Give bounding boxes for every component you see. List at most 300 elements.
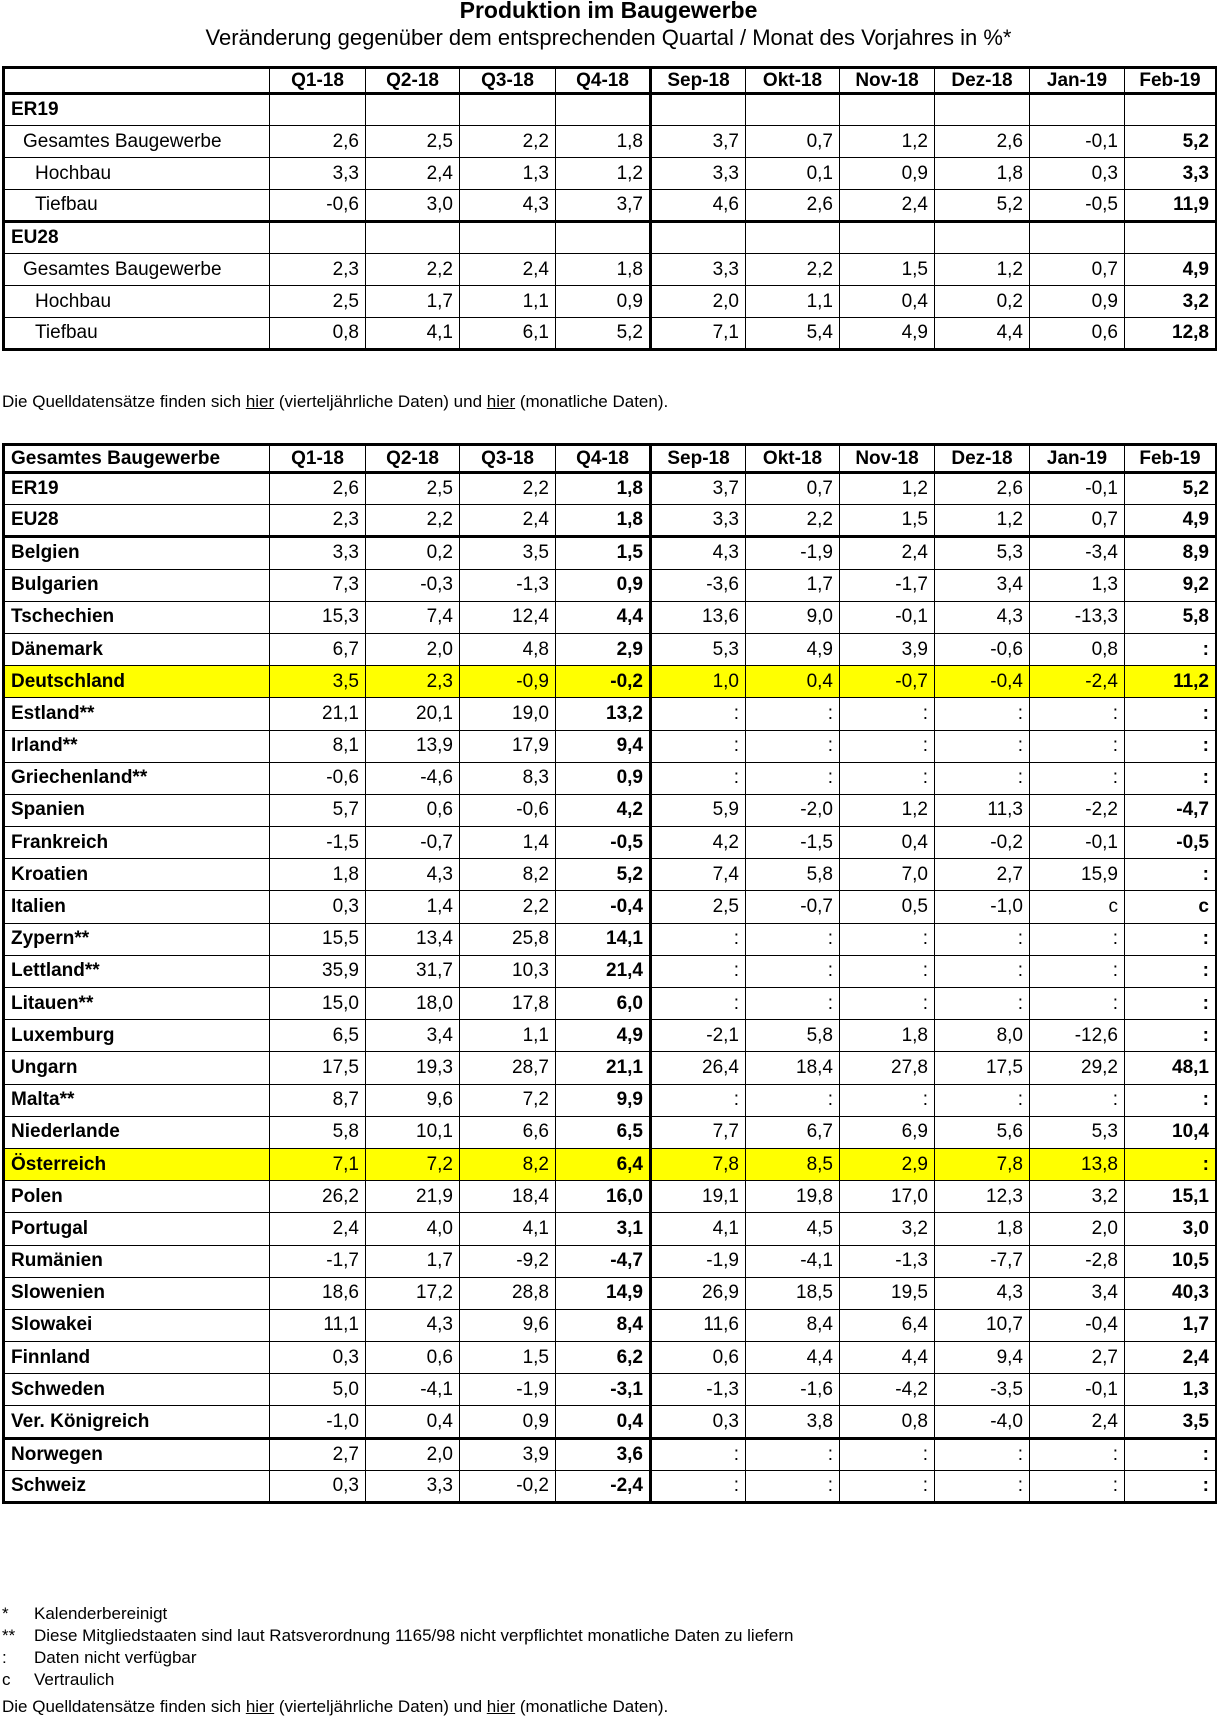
value-cell: :	[746, 698, 840, 730]
monthly-data-link[interactable]: hier	[486, 1697, 516, 1716]
footnote-text: Vertraulich	[34, 1670, 115, 1689]
value-cell: 2,4	[840, 190, 935, 222]
value-cell: 2,6	[270, 473, 366, 505]
value-cell: 10,5	[1125, 1245, 1217, 1277]
value-cell: -1,5	[270, 827, 366, 859]
country-label: Niederlande	[4, 1116, 270, 1148]
column-header: Feb-19	[1125, 68, 1217, 94]
value-cell: 0,8	[1030, 633, 1125, 665]
value-cell: 10,3	[460, 955, 556, 987]
table-row	[4, 794, 1217, 826]
value-cell: -0,5	[556, 827, 651, 859]
value-cell: 18,5	[746, 1277, 840, 1309]
source-note-top	[2, 392, 668, 412]
value-cell: 1,8	[556, 254, 651, 286]
value-cell: 0,9	[1030, 286, 1125, 318]
value-cell: 0,9	[556, 762, 651, 794]
country-label: Estland**	[4, 698, 270, 730]
value-cell: 4,3	[366, 859, 460, 891]
value-cell: 4,1	[460, 1213, 556, 1245]
empty-cell	[1030, 222, 1125, 254]
value-cell: -0,4	[1030, 1309, 1125, 1341]
empty-cell	[556, 222, 651, 254]
value-cell: 25,8	[460, 923, 556, 955]
value-cell: 48,1	[1125, 1052, 1217, 1084]
table-row	[4, 1084, 1217, 1116]
value-cell: :	[1030, 730, 1125, 762]
value-cell: -0,7	[746, 891, 840, 923]
value-cell: :	[651, 1438, 746, 1470]
value-cell: 4,9	[1125, 254, 1217, 286]
empty-cell	[556, 94, 651, 126]
value-cell: 5,3	[651, 633, 746, 665]
value-cell: 4,9	[746, 633, 840, 665]
value-cell: 3,3	[1125, 158, 1217, 190]
value-cell: :	[651, 730, 746, 762]
table-row	[4, 473, 1217, 505]
row-label: Gesamtes Baugewerbe	[4, 254, 270, 286]
empty-cell	[366, 222, 460, 254]
value-cell: 16,0	[556, 1181, 651, 1213]
value-cell: :	[1030, 1084, 1125, 1116]
column-header: Jan-19	[1030, 445, 1125, 473]
value-cell: 17,8	[460, 988, 556, 1020]
column-header: Sep-18	[651, 445, 746, 473]
value-cell: 35,9	[270, 955, 366, 987]
value-cell: 17,5	[935, 1052, 1030, 1084]
value-cell: 2,0	[651, 286, 746, 318]
table-row	[4, 633, 1217, 665]
quarterly-data-link[interactable]: hier	[245, 1697, 275, 1716]
value-cell: -9,2	[460, 1245, 556, 1277]
value-cell: :	[840, 1438, 935, 1470]
value-cell: 1,7	[366, 286, 460, 318]
value-cell: 3,0	[1125, 1213, 1217, 1245]
value-cell: 3,3	[651, 254, 746, 286]
table-row	[4, 891, 1217, 923]
value-cell: 4,1	[366, 318, 460, 350]
column-header: Dez-18	[935, 68, 1030, 94]
value-cell: 19,5	[840, 1277, 935, 1309]
value-cell: 1,5	[460, 1342, 556, 1374]
empty-cell	[746, 94, 840, 126]
value-cell: 4,1	[651, 1213, 746, 1245]
page-title: Produktion im Baugewerbe	[459, 0, 758, 23]
value-cell: 1,1	[746, 286, 840, 318]
value-cell: 0,9	[840, 158, 935, 190]
empty-cell	[366, 94, 460, 126]
empty-cell	[840, 222, 935, 254]
value-cell: 1,8	[556, 126, 651, 158]
value-cell: 0,4	[840, 286, 935, 318]
value-cell: 13,4	[366, 923, 460, 955]
table-row	[4, 827, 1217, 859]
footnote	[2, 1625, 793, 1647]
value-cell: 0,9	[556, 569, 651, 601]
empty-cell	[460, 94, 556, 126]
country-label: Deutschland	[4, 666, 270, 698]
country-label: Schweiz	[4, 1470, 270, 1502]
value-cell: 15,0	[270, 988, 366, 1020]
value-cell: 28,7	[460, 1052, 556, 1084]
value-cell: 4,9	[840, 318, 935, 350]
value-cell: 15,5	[270, 923, 366, 955]
value-cell: -0,3	[366, 569, 460, 601]
country-label: Belgien	[4, 537, 270, 569]
value-cell: 1,2	[556, 158, 651, 190]
value-cell: -0,6	[270, 762, 366, 794]
value-cell: 4,4	[840, 1342, 935, 1374]
value-cell: 8,2	[460, 1148, 556, 1180]
value-cell: 4,0	[366, 1213, 460, 1245]
footnote	[2, 1647, 197, 1669]
monthly-data-link[interactable]: hier	[486, 392, 516, 411]
value-cell: 0,2	[935, 286, 1030, 318]
value-cell: 6,5	[556, 1116, 651, 1148]
table-row	[4, 762, 1217, 794]
value-cell: 2,4	[1125, 1342, 1217, 1374]
value-cell: -0,6	[935, 633, 1030, 665]
value-cell: -0,6	[270, 190, 366, 222]
group-label: EU28	[4, 222, 270, 254]
value-cell: -2,8	[1030, 1245, 1125, 1277]
value-cell: 2,2	[366, 254, 460, 286]
value-cell: 2,2	[460, 126, 556, 158]
table-row	[4, 190, 1217, 222]
value-cell: :	[840, 730, 935, 762]
country-label: Italien	[4, 891, 270, 923]
group-label: ER19	[4, 94, 270, 126]
table-header-row	[4, 68, 1217, 94]
value-cell: 19,8	[746, 1181, 840, 1213]
value-cell: 0,3	[1030, 158, 1125, 190]
value-cell: -0,5	[1030, 190, 1125, 222]
value-cell: 15,9	[1030, 859, 1125, 891]
row-label: Gesamtes Baugewerbe	[4, 126, 270, 158]
value-cell: 7,2	[366, 1148, 460, 1180]
table-row	[4, 158, 1217, 190]
value-cell: 8,3	[460, 762, 556, 794]
value-cell: :	[746, 955, 840, 987]
source-note-suffix: (monatliche Daten).	[515, 1697, 669, 1716]
value-cell: 1,2	[840, 126, 935, 158]
country-label: Malta**	[4, 1084, 270, 1116]
value-cell: 3,5	[460, 537, 556, 569]
value-cell: -1,3	[460, 569, 556, 601]
source-note-middle: (vierteljährliche Daten) und	[274, 392, 487, 411]
empty-cell	[460, 222, 556, 254]
country-label: Schweden	[4, 1374, 270, 1406]
value-cell: 5,2	[1125, 126, 1217, 158]
value-cell: :	[1125, 698, 1217, 730]
value-cell: :	[651, 1084, 746, 1116]
value-cell: 1,2	[840, 473, 935, 505]
value-cell: c	[1030, 891, 1125, 923]
value-cell: 2,7	[270, 1438, 366, 1470]
value-cell: 9,0	[746, 601, 840, 633]
value-cell: 3,4	[935, 569, 1030, 601]
eu-aggregate-table	[2, 66, 1217, 351]
value-cell: 5,8	[1125, 601, 1217, 633]
value-cell: 2,9	[556, 633, 651, 665]
value-cell: 29,2	[1030, 1052, 1125, 1084]
empty-cell	[651, 94, 746, 126]
table-row	[4, 698, 1217, 730]
country-label: ER19	[4, 473, 270, 505]
table-row	[4, 923, 1217, 955]
table-row	[4, 254, 1217, 286]
value-cell: 5,3	[1030, 1116, 1125, 1148]
column-header: Dez-18	[935, 445, 1030, 473]
value-cell: 6,7	[746, 1116, 840, 1148]
footnote-symbol: **	[2, 1626, 16, 1645]
value-cell: 0,6	[366, 794, 460, 826]
value-cell: 3,1	[556, 1213, 651, 1245]
value-cell: -0,1	[1030, 473, 1125, 505]
value-cell: 11,1	[270, 1309, 366, 1341]
value-cell: -4,1	[746, 1245, 840, 1277]
footnote-symbol: *	[2, 1604, 9, 1623]
value-cell: 0,3	[651, 1406, 746, 1438]
value-cell: -1,7	[270, 1245, 366, 1277]
value-cell: 5,2	[935, 190, 1030, 222]
value-cell: 8,7	[270, 1084, 366, 1116]
value-cell: 9,2	[1125, 569, 1217, 601]
value-cell: 2,5	[651, 891, 746, 923]
value-cell: 1,8	[935, 1213, 1030, 1245]
empty-cell	[1125, 94, 1217, 126]
country-label: Rumänien	[4, 1245, 270, 1277]
value-cell: 11,6	[651, 1309, 746, 1341]
value-cell: 4,5	[746, 1213, 840, 1245]
table-row	[4, 666, 1217, 698]
value-cell: 9,4	[556, 730, 651, 762]
value-cell: 1,8	[935, 158, 1030, 190]
value-cell: 3,2	[1125, 286, 1217, 318]
value-cell: 0,4	[366, 1406, 460, 1438]
column-header: Q3-18	[460, 68, 556, 94]
table-row	[4, 1148, 1217, 1180]
table-row	[4, 1213, 1217, 1245]
value-cell: 2,2	[460, 891, 556, 923]
value-cell: :	[1125, 1020, 1217, 1052]
value-cell: 9,6	[366, 1084, 460, 1116]
table-header-row	[4, 445, 1217, 473]
value-cell: 5,9	[651, 794, 746, 826]
value-cell: 2,4	[460, 254, 556, 286]
country-label: EU28	[4, 505, 270, 537]
value-cell: -3,6	[651, 569, 746, 601]
group-row	[4, 222, 1217, 254]
empty-cell	[840, 94, 935, 126]
value-cell: 1,4	[460, 827, 556, 859]
empty-cell	[651, 222, 746, 254]
value-cell: :	[840, 698, 935, 730]
value-cell: 17,0	[840, 1181, 935, 1213]
value-cell: 19,0	[460, 698, 556, 730]
value-cell: 2,2	[366, 505, 460, 537]
value-cell: :	[935, 988, 1030, 1020]
value-cell: -4,2	[840, 1374, 935, 1406]
value-cell: 6,4	[840, 1309, 935, 1341]
value-cell: :	[651, 923, 746, 955]
value-cell: :	[651, 762, 746, 794]
value-cell: 7,4	[366, 601, 460, 633]
value-cell: :	[746, 1438, 840, 1470]
value-cell: 1,8	[556, 505, 651, 537]
value-cell: -2,1	[651, 1020, 746, 1052]
value-cell: 2,6	[935, 473, 1030, 505]
value-cell: :	[1125, 923, 1217, 955]
value-cell: -0,1	[1030, 827, 1125, 859]
value-cell: 7,8	[651, 1148, 746, 1180]
table-row	[4, 569, 1217, 601]
header-corner	[4, 68, 270, 94]
value-cell: -3,5	[935, 1374, 1030, 1406]
value-cell: 21,1	[556, 1052, 651, 1084]
value-cell: 4,3	[935, 1277, 1030, 1309]
value-cell: -4,1	[366, 1374, 460, 1406]
footnote-symbol: :	[2, 1648, 7, 1667]
value-cell: :	[935, 1470, 1030, 1502]
value-cell: 6,6	[460, 1116, 556, 1148]
value-cell: 4,3	[935, 601, 1030, 633]
footnote-text: Daten nicht verfügbar	[34, 1648, 197, 1667]
footnote	[2, 1669, 114, 1691]
value-cell: :	[651, 988, 746, 1020]
value-cell: 2,0	[1030, 1213, 1125, 1245]
value-cell: 15,3	[270, 601, 366, 633]
value-cell: 8,4	[746, 1309, 840, 1341]
value-cell: 5,0	[270, 1374, 366, 1406]
value-cell: -2,0	[746, 794, 840, 826]
value-cell: 7,0	[840, 859, 935, 891]
value-cell: 0,2	[366, 537, 460, 569]
value-cell: 4,9	[1125, 505, 1217, 537]
country-label: Litauen**	[4, 988, 270, 1020]
value-cell: :	[1125, 988, 1217, 1020]
value-cell: :	[1125, 633, 1217, 665]
value-cell: 1,3	[1125, 1374, 1217, 1406]
value-cell: 1,3	[1030, 569, 1125, 601]
column-header: Nov-18	[840, 445, 935, 473]
value-cell: 3,5	[1125, 1406, 1217, 1438]
value-cell: :	[1125, 730, 1217, 762]
value-cell: 9,6	[460, 1309, 556, 1341]
value-cell: 1,5	[840, 254, 935, 286]
value-cell: 6,1	[460, 318, 556, 350]
value-cell: -13,3	[1030, 601, 1125, 633]
value-cell: 11,9	[1125, 190, 1217, 222]
value-cell: 2,3	[366, 666, 460, 698]
footnote-symbol: c	[2, 1670, 11, 1689]
table-row	[4, 318, 1217, 350]
value-cell: 0,7	[1030, 254, 1125, 286]
value-cell: 1,1	[460, 1020, 556, 1052]
table-row	[4, 1020, 1217, 1052]
column-header: Q1-18	[270, 68, 366, 94]
footnote-text: Kalenderbereinigt	[34, 1604, 168, 1623]
country-label: Portugal	[4, 1213, 270, 1245]
quarterly-data-link[interactable]: hier	[245, 392, 275, 411]
value-cell: 13,2	[556, 698, 651, 730]
value-cell: -1,7	[840, 569, 935, 601]
value-cell: 2,5	[366, 126, 460, 158]
value-cell: 28,8	[460, 1277, 556, 1309]
value-cell: 0,9	[460, 1406, 556, 1438]
footnote-text: Diese Mitgliedstaaten sind laut Ratsverordnung 1165/98 nicht verpflichtet monatliche Daten zu liefern	[34, 1626, 794, 1645]
value-cell: 3,0	[366, 190, 460, 222]
page-subtitle: Veränderung gegenüber dem entsprechenden Quartal / Monat des Vorjahres in %*	[205, 25, 1012, 50]
value-cell: 10,4	[1125, 1116, 1217, 1148]
value-cell: 4,4	[746, 1342, 840, 1374]
value-cell: 27,8	[840, 1052, 935, 1084]
table-row	[4, 1470, 1217, 1502]
header-label: Gesamtes Baugewerbe	[4, 445, 270, 473]
value-cell: 3,3	[366, 1470, 460, 1502]
value-cell: :	[1030, 923, 1125, 955]
table-row	[4, 1052, 1217, 1084]
value-cell: 2,4	[270, 1213, 366, 1245]
value-cell: 0,5	[840, 891, 935, 923]
value-cell: :	[840, 762, 935, 794]
value-cell: -0,5	[1125, 827, 1217, 859]
group-row	[4, 94, 1217, 126]
value-cell: 1,2	[840, 794, 935, 826]
value-cell: -4,7	[1125, 794, 1217, 826]
value-cell: 40,3	[1125, 1277, 1217, 1309]
country-label: Ver. Königreich	[4, 1406, 270, 1438]
table-row	[4, 1277, 1217, 1309]
value-cell: 26,4	[651, 1052, 746, 1084]
value-cell: 3,6	[556, 1438, 651, 1470]
value-cell: 0,6	[1030, 318, 1125, 350]
value-cell: -1,0	[935, 891, 1030, 923]
value-cell: :	[1125, 1438, 1217, 1470]
value-cell: 1,7	[746, 569, 840, 601]
column-header: Sep-18	[651, 68, 746, 94]
country-label: Irland**	[4, 730, 270, 762]
value-cell: 8,1	[270, 730, 366, 762]
value-cell: 0,8	[840, 1406, 935, 1438]
value-cell: -0,1	[840, 601, 935, 633]
value-cell: 12,8	[1125, 318, 1217, 350]
value-cell: 5,3	[935, 537, 1030, 569]
value-cell: 19,1	[651, 1181, 746, 1213]
value-cell: -0,2	[460, 1470, 556, 1502]
value-cell: 15,1	[1125, 1181, 1217, 1213]
table-row	[4, 1309, 1217, 1341]
value-cell: 5,6	[935, 1116, 1030, 1148]
value-cell: -1,9	[746, 537, 840, 569]
column-header: Okt-18	[746, 68, 840, 94]
value-cell: 2,2	[746, 254, 840, 286]
value-cell: 0,7	[746, 473, 840, 505]
value-cell: 1,1	[460, 286, 556, 318]
value-cell: :	[1125, 859, 1217, 891]
value-cell: 2,5	[366, 473, 460, 505]
value-cell: :	[746, 988, 840, 1020]
value-cell: 3,4	[366, 1020, 460, 1052]
value-cell: 4,9	[556, 1020, 651, 1052]
country-table	[2, 443, 1217, 1504]
value-cell: 7,8	[935, 1148, 1030, 1180]
value-cell: 4,4	[935, 318, 1030, 350]
value-cell: -3,1	[556, 1374, 651, 1406]
value-cell: 7,7	[651, 1116, 746, 1148]
value-cell: 2,0	[366, 1438, 460, 1470]
value-cell: :	[1030, 698, 1125, 730]
